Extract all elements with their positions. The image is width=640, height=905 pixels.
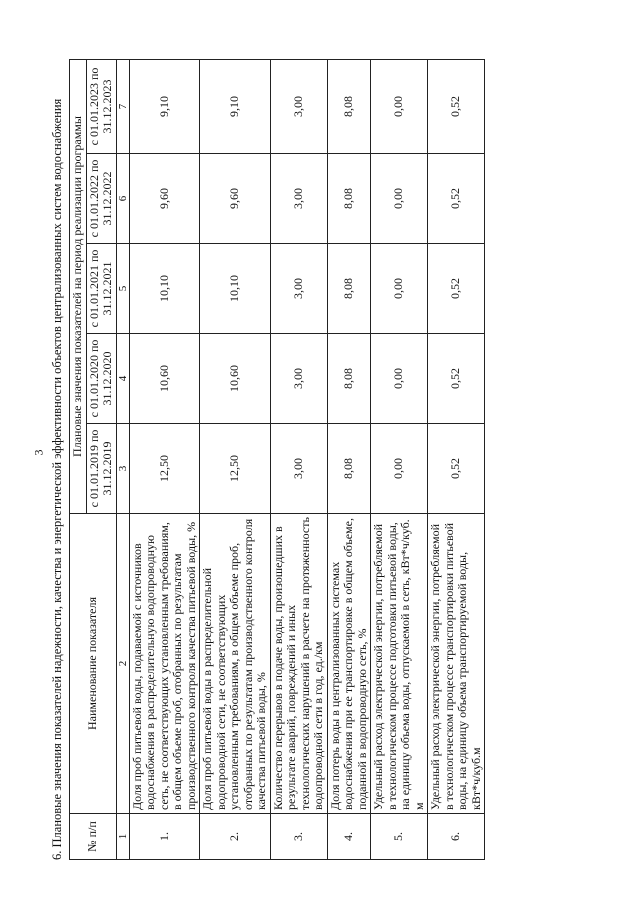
header-period: с 01.01.2022 по 31.12.2022 xyxy=(86,154,116,244)
row-name: Удельный расход электрической энергии, потребляемой в технологическом процессе подготовки питьевой воды, на единицу объема воды, отпускаемой в сеть, кВт*ч/куб. м xyxy=(371,514,428,814)
row-value: 9,60 xyxy=(200,154,271,244)
row-num: 6. xyxy=(428,814,485,860)
row-name: Доля проб питьевой воды в распределительной водопроводной сети, не соответствующих установленным требованиям, в общем объеме проб, отобранных по результатам производственного контроля качества питьевой воды, % xyxy=(200,514,271,814)
row-value: 8,08 xyxy=(327,244,371,334)
header-num: № п/п xyxy=(70,814,117,860)
row-name: Количество перерывов в подаче воды, произошедших в результате аварий, повреждений и иных технологических нарушений в расчете на протяженность водопроводной сети в год, ед./км xyxy=(270,514,327,814)
row-value: 3,00 xyxy=(270,424,327,514)
row-value: 0,00 xyxy=(371,59,428,153)
column-number: 4 xyxy=(116,334,129,424)
section-heading: 6. Плановые значения показателей надежности, качества и энергетической эффективности объектов централизованных систем водоснабжения xyxy=(50,98,64,860)
header-period: с 01.01.2023 по 31.12.2023 xyxy=(86,59,116,153)
row-value: 3,00 xyxy=(270,154,327,244)
row-value: 9,60 xyxy=(129,154,200,244)
row-value: 0,00 xyxy=(371,424,428,514)
row-value: 0,00 xyxy=(371,154,428,244)
row-value: 0,00 xyxy=(371,244,428,334)
table-row xyxy=(327,59,371,859)
table-row xyxy=(200,59,271,859)
row-num: 5. xyxy=(371,814,428,860)
header-name: Наименование показателя xyxy=(70,514,117,814)
row-value: 0,52 xyxy=(428,59,485,153)
row-value: 3,00 xyxy=(270,59,327,153)
row-value: 12,50 xyxy=(129,424,200,514)
row-value: 8,08 xyxy=(327,154,371,244)
row-num: 4. xyxy=(327,814,371,860)
row-value: 0,52 xyxy=(428,334,485,424)
row-value: 0,52 xyxy=(428,424,485,514)
row-name: Доля проб питьевой воды, подаваемой с источников водоснабжения в распределительную водопроводную сеть, не соответствующих установленным требованиям, в общем объеме проб, отобранных по результатам производственного контроля качества питьевой воды, % xyxy=(129,514,200,814)
rotated-page-content xyxy=(50,60,610,860)
row-value: 9,10 xyxy=(200,59,271,153)
row-value: 10,10 xyxy=(129,244,200,334)
page-number: 3 xyxy=(31,449,46,456)
row-name: Доля потерь воды в централизованных системах водоснабжения при ее транспортировке в общем объеме, поданной в водопроводную сеть, % xyxy=(327,514,371,814)
row-value: 12,50 xyxy=(200,424,271,514)
row-value: 10,60 xyxy=(129,334,200,424)
row-value: 10,10 xyxy=(200,244,271,334)
row-num: 1. xyxy=(129,814,200,860)
header-period: с 01.01.2019 по 31.12.2019 xyxy=(86,424,116,514)
column-number: 7 xyxy=(116,59,129,153)
row-value: 0,52 xyxy=(428,154,485,244)
header-period: с 01.01.2021 по 31.12.2021 xyxy=(86,244,116,334)
row-value: 3,00 xyxy=(270,244,327,334)
row-value: 0,00 xyxy=(371,334,428,424)
row-value: 8,08 xyxy=(327,424,371,514)
column-number: 6 xyxy=(116,154,129,244)
column-number: 3 xyxy=(116,424,129,514)
row-num: 3. xyxy=(270,814,327,860)
row-value: 10,60 xyxy=(200,334,271,424)
header-period: с 01.01.2020 по 31.12.2020 xyxy=(86,334,116,424)
table-row xyxy=(428,59,485,859)
row-value: 0,52 xyxy=(428,244,485,334)
row-name: Удельный расход электрической энергии, потребляемой в технологическом процессе транспортировки питьевой воды, на единицу объема транспортируемой воды, кВт*ч/куб.м xyxy=(428,514,485,814)
row-value: 9,10 xyxy=(129,59,200,153)
row-num: 2. xyxy=(200,814,271,860)
row-value: 3,00 xyxy=(270,334,327,424)
column-number: 1 xyxy=(116,814,129,860)
table-row xyxy=(270,59,327,859)
table-row xyxy=(129,59,200,859)
indicators-table xyxy=(69,59,485,860)
column-number: 5 xyxy=(116,244,129,334)
row-value: 8,08 xyxy=(327,59,371,153)
row-value: 8,08 xyxy=(327,334,371,424)
column-number-row xyxy=(116,59,129,859)
table-row xyxy=(371,59,428,859)
column-number: 2 xyxy=(116,514,129,814)
header-group: Плановые значения показателей на период реализации программы xyxy=(70,59,87,513)
